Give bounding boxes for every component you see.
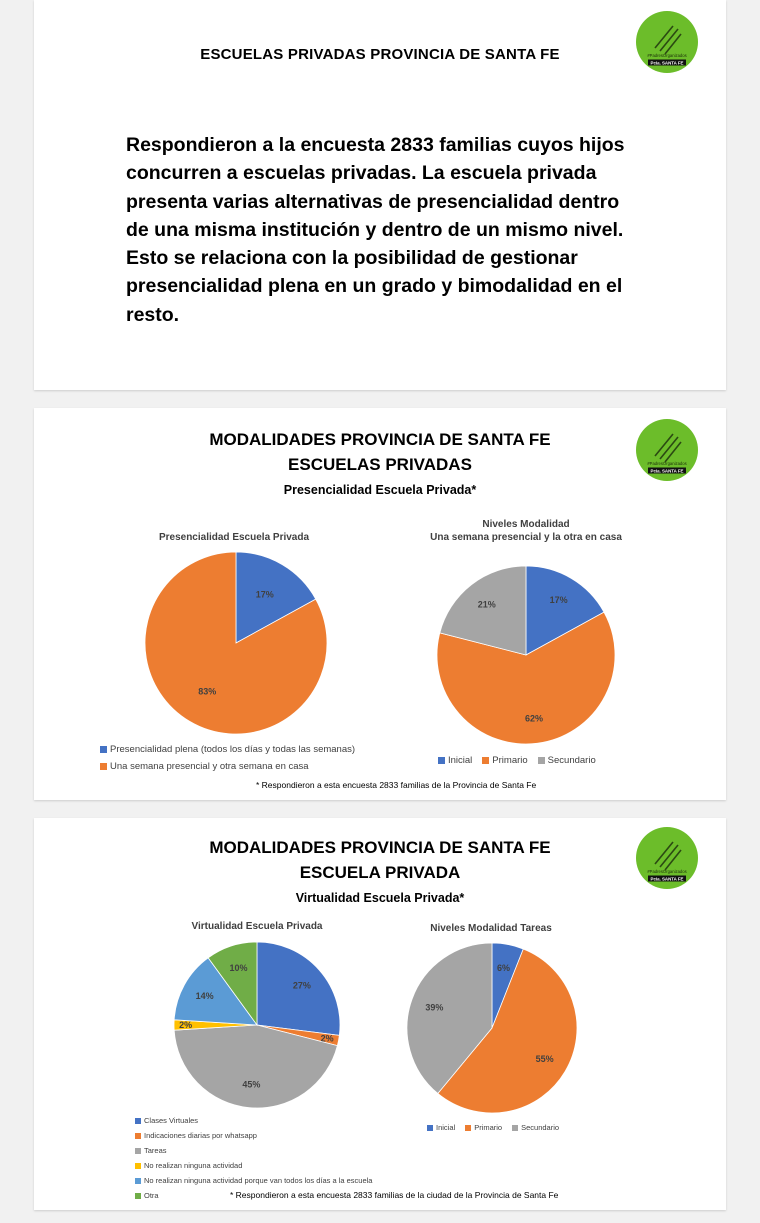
chart-3-pie: [174, 942, 340, 1108]
legend-label: Clases Virtuales: [144, 1116, 199, 1125]
legend-item: [100, 761, 355, 772]
legend-label: Primario: [492, 755, 528, 766]
body-line: concurren a escuelas privadas. La escuela privada: [126, 162, 597, 185]
pie-data-label: 83%: [198, 686, 217, 697]
pie-data-label: 2%: [320, 1033, 334, 1044]
legend-swatch: [135, 1118, 141, 1124]
slide-3-subtitle: Virtualidad Escuela Privada*: [295, 891, 465, 905]
legend-item: [538, 755, 596, 766]
pie-data-label: 2%: [179, 1020, 193, 1030]
body-line: presencialidad plena en un grado y bimodalidad en el: [126, 275, 623, 298]
legend-item: [427, 1123, 455, 1132]
pie-data-label: 6%: [496, 962, 510, 973]
legend-swatch: [100, 763, 107, 770]
padres-organizados-logo: [635, 826, 699, 890]
legend-item: [438, 755, 472, 766]
legend-item: [135, 1161, 372, 1170]
legend-label: Inicial: [448, 755, 473, 766]
body-line: Esto se relaciona con la posibilidad de gestionar: [126, 247, 578, 270]
chart-3-title: Virtualidad Escuela Privada: [191, 921, 323, 932]
legend-label: Una semana presencial y otra semana en casa: [110, 761, 309, 772]
slide-2-title-1: MODALIDADES PROVINCIA DE SANTA FE: [209, 430, 551, 449]
legend-swatch: [135, 1178, 141, 1184]
legend-label: Inicial: [436, 1123, 456, 1132]
padres-organizados-logo: [635, 10, 699, 74]
slide-2-title-2: ESCUELAS PRIVADAS: [288, 455, 472, 474]
slide-1-title: ESCUELAS PRIVADAS PROVINCIA DE SANTA FE: [200, 46, 560, 63]
chart-4-title: Niveles Modalidad Tareas: [430, 923, 552, 934]
legend-item: [100, 744, 355, 755]
legend-label: No realizan ninguna actividad: [144, 1161, 243, 1170]
chart-2-legend: [438, 755, 606, 766]
legend-label: Otra: [144, 1191, 159, 1200]
slide-2-footnote: * Respondieron a esta encuesta 2833 familias de la Provincia de Santa Fe: [256, 780, 537, 790]
body-line: Respondieron a la encuesta 2833 familias cuyos hijos: [126, 134, 625, 156]
slide-3-footnote: * Respondieron a esta encuesta 2833 familias de la ciudad de la Provincia de Santa Fe: [230, 1190, 559, 1200]
logo-tag: #PadresOrganizados: [647, 53, 687, 58]
pie-data-label: 17%: [255, 589, 274, 600]
slide-3: [34, 818, 726, 1210]
legend-label: Secundario: [521, 1123, 560, 1132]
legend-item: [135, 1146, 372, 1155]
legend-item: [135, 1176, 372, 1185]
pie-data-label: 21%: [477, 599, 496, 610]
pie-data-label: 14%: [195, 991, 214, 1002]
logo-place: Pcia. SANTA FE: [650, 468, 684, 474]
chart-2-title-text: Niveles Modalidad: [482, 519, 570, 530]
chart-1-pie: [145, 552, 327, 734]
pie-data-label: 39%: [425, 1002, 444, 1013]
legend-label: No realizan ninguna actividad porque van todos los días a la escuela: [144, 1176, 373, 1185]
legend-swatch: [465, 1125, 471, 1131]
pie-data-label: 55%: [535, 1054, 554, 1065]
slide-2-subtitle: Presencialidad Escuela Privada*: [283, 483, 477, 497]
legend-swatch: [135, 1163, 141, 1169]
slide-3-title-1: MODALIDADES PROVINCIA DE SANTA FE: [209, 838, 551, 857]
legend-label: Primario: [474, 1123, 503, 1132]
slide-1-body: [126, 131, 656, 329]
pie-data-label: 10%: [229, 963, 248, 974]
legend-item: [482, 755, 527, 766]
legend-item: [512, 1123, 559, 1132]
logo-place: Pcia. SANTA FE: [650, 60, 684, 66]
chart-4-pie: [407, 943, 577, 1113]
slide-3-title-2: ESCUELA PRIVADA: [299, 863, 461, 882]
chart-2-pie: [437, 566, 615, 744]
chart-2-subtitle-text: Una semana presencial y la otra en casa: [430, 532, 622, 543]
slide-2: [34, 408, 726, 800]
legend-swatch: [438, 757, 445, 764]
legend-swatch: [135, 1193, 141, 1199]
pie-data-label: 17%: [549, 594, 568, 605]
body-line: resto.: [126, 303, 180, 326]
legend-swatch: [135, 1133, 141, 1139]
legend-swatch: [538, 757, 545, 764]
chart-2-title: [426, 518, 626, 544]
pie-data-label: 62%: [525, 713, 544, 724]
legend-label: Presencialidad plena (todos los días y todas las semanas): [110, 744, 356, 755]
body-line: de una misma institución y dentro de un mismo nivel.: [126, 218, 624, 241]
legend-item: [135, 1131, 372, 1140]
pie-data-label: 27%: [292, 980, 311, 991]
logo-tag: #PadresOrganizados: [647, 869, 687, 874]
legend-label: Secundario: [547, 755, 596, 766]
legend-swatch: [512, 1125, 518, 1131]
chart-1-legend: [100, 744, 355, 778]
legend-swatch: [482, 757, 489, 764]
legend-item: [135, 1116, 372, 1125]
body-line: presenta varias alternativas de presencialidad dentro: [126, 190, 620, 213]
logo-place: Pcia. SANTA FE: [650, 876, 684, 882]
legend-swatch: [427, 1125, 433, 1131]
padres-organizados-logo: [635, 418, 699, 482]
chart-1-title: Presencialidad Escuela Privada: [158, 532, 310, 543]
legend-item: [465, 1123, 502, 1132]
legend-swatch: [100, 746, 107, 753]
legend-label: Indicaciones diarias por whatsapp: [144, 1131, 257, 1140]
legend-label: Tareas: [144, 1146, 167, 1155]
slide-1: [34, 0, 726, 390]
pie-data-label: 45%: [242, 1079, 261, 1090]
chart-4-legend: [427, 1123, 569, 1138]
legend-swatch: [135, 1148, 141, 1154]
logo-tag: #PadresOrganizados: [647, 461, 687, 466]
